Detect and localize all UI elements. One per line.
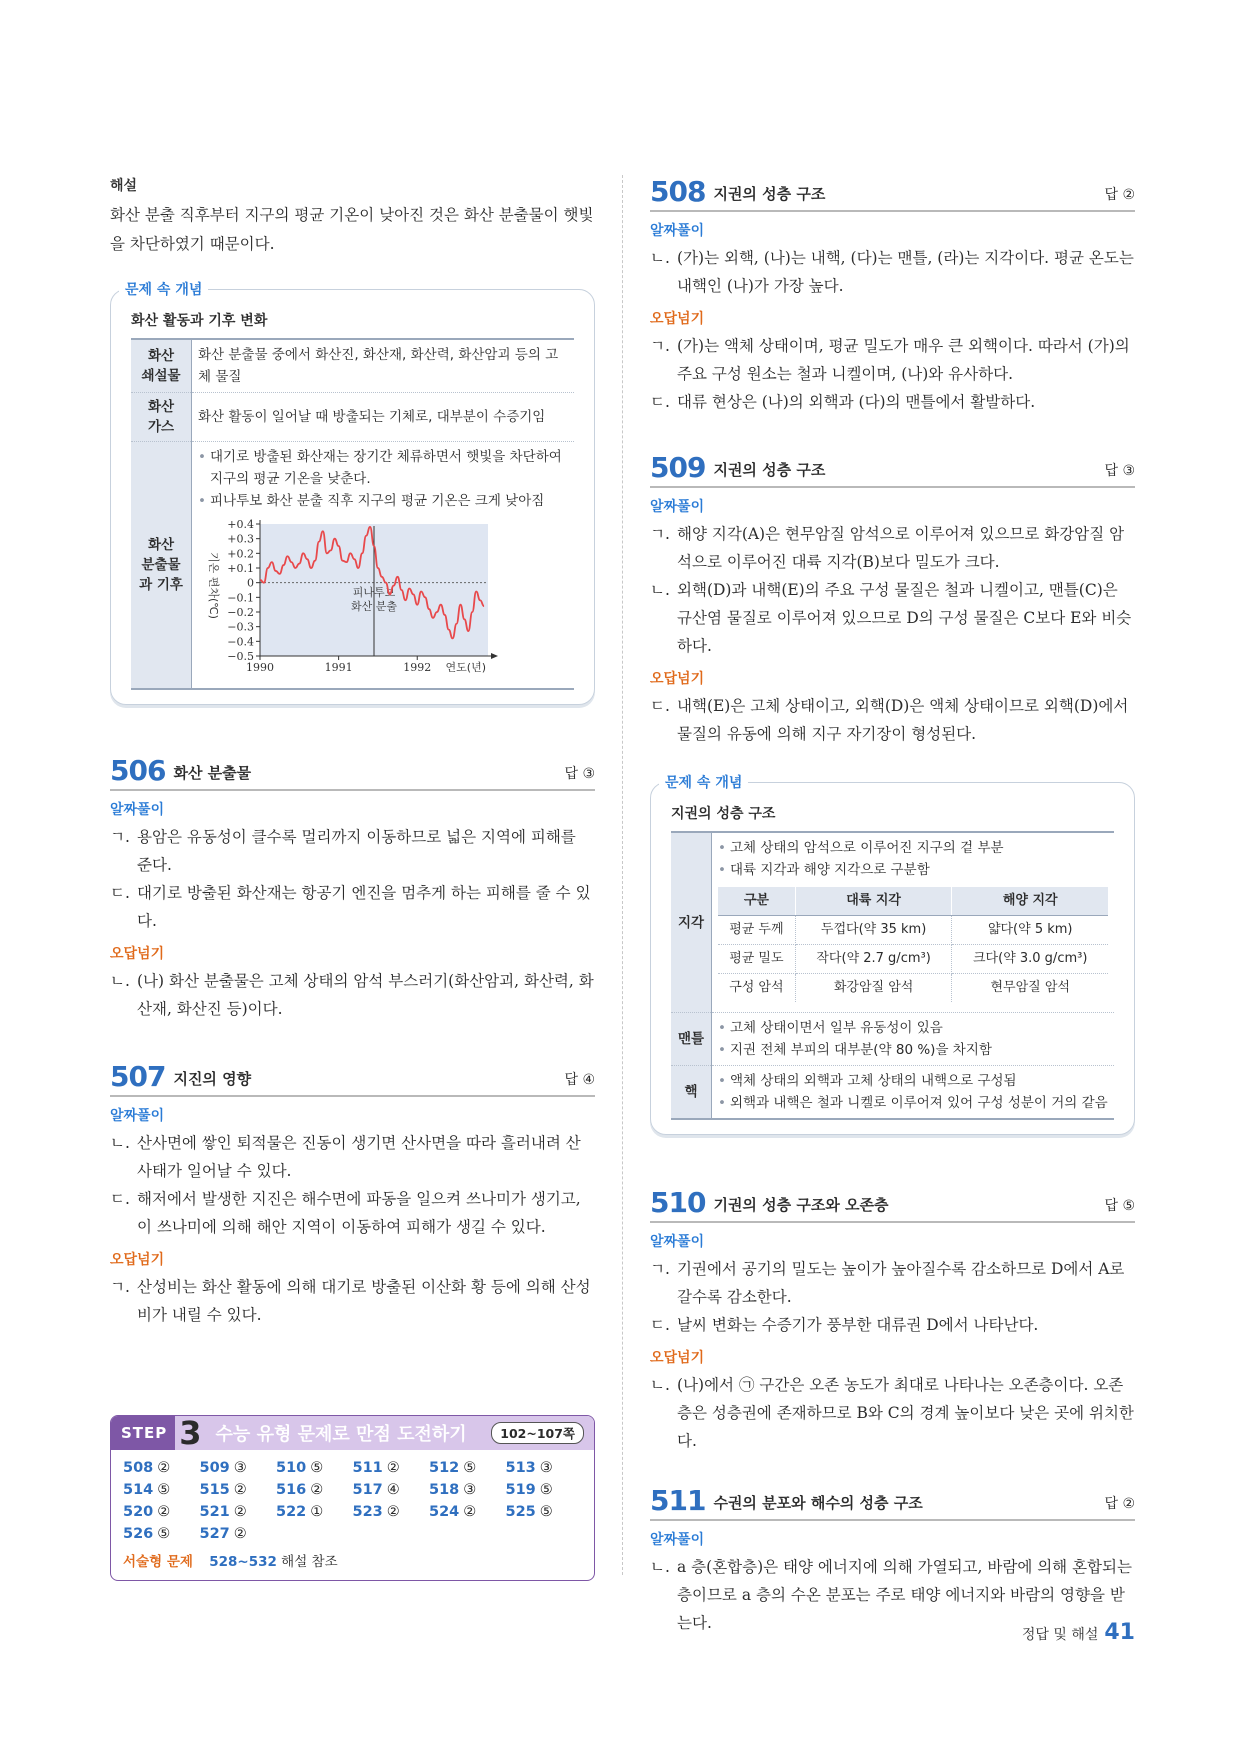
y-axis-label: 기온 편차(℃)	[207, 552, 220, 619]
concept-title: 지권의 성층 구조	[671, 806, 776, 822]
question-header	[650, 1186, 1135, 1223]
question-number: 507	[110, 1060, 166, 1093]
item-text: 용암은 유동성이 클수록 멀리까지 이동하므로 넓은 지역에 피해를 준다.	[137, 828, 576, 874]
essay-ref: 해설 참조	[281, 1554, 338, 1570]
answer-key-item: 517 ④	[352, 1482, 400, 1498]
item-mark: ㄷ.	[110, 884, 130, 902]
answer-key-choice: ⑤	[463, 1460, 477, 1476]
answer-key-choice: ②	[310, 1482, 324, 1498]
item-text: 해저에서 발생한 지진은 해수면에 파동을 일으켜 쓰나미가 생기고, 이 쓰나미에 의해 해안 지역이 이동하여 피해가 생길 수 있다.	[137, 1190, 581, 1236]
left-column	[110, 175, 595, 1581]
answer-key-item: 519 ⑤	[505, 1482, 553, 1498]
row-text: 화산 분출물 중에서 화산진, 화산재, 화산력, 화산암괴 등의 고체 물질	[192, 339, 575, 393]
item-text: 대기로 방출된 화산재는 항공기 엔진을 멈추게 하는 피해를 줄 수 있다.	[137, 884, 591, 930]
answer-key-item: 512 ⑤	[429, 1460, 477, 1476]
answer-key-item: 509 ③	[199, 1460, 247, 1476]
answer-key-choice: ④	[386, 1482, 400, 1498]
answer-key-choice: ②	[157, 1504, 171, 1520]
answer-key-choice: ⑤	[157, 1482, 171, 1498]
question-title: 지권의 성층 구조	[713, 185, 826, 203]
correct-label: 알짜풀이	[110, 1108, 165, 1124]
question-header	[110, 1060, 595, 1097]
wrong-label: 오답넘기	[650, 1350, 705, 1366]
col-header: 해양 지각	[952, 887, 1108, 916]
page-footer	[1022, 1622, 1135, 1644]
row-content	[192, 442, 575, 690]
question-header	[650, 175, 1135, 212]
item-mark: ㄱ.	[650, 1260, 670, 1278]
essay-label: 서술형 문제	[123, 1554, 193, 1570]
wrong-label: 오답넘기	[110, 946, 165, 962]
haeseol-label: 해설	[110, 178, 138, 194]
answer-label: 답 ④	[564, 1072, 595, 1088]
x-tick-label: 1992	[403, 661, 432, 674]
answer-key-item: 516 ②	[276, 1482, 324, 1498]
step-header	[111, 1416, 594, 1450]
y-tick-label: −0.3	[227, 620, 254, 634]
table-cell: 크다(약 3.0 g/cm³)	[952, 945, 1108, 974]
explanation-item	[650, 1255, 1135, 1311]
correct-label: 알짜풀이	[650, 1532, 705, 1548]
question-510	[650, 1186, 1135, 1455]
question-title: 지권의 성층 구조	[713, 461, 826, 479]
explanation-item	[650, 244, 1135, 300]
footer-label: 정답 및 해설	[1021, 1627, 1099, 1643]
answer-key-item: 526 ⑤	[123, 1526, 171, 1542]
item-mark: ㄱ.	[110, 828, 130, 846]
y-tick-label: −0.1	[227, 591, 254, 605]
answer-key-choice: ⑤	[310, 1460, 324, 1476]
row-head: 핵	[671, 1066, 712, 1120]
answer-key-item: 521 ②	[199, 1504, 247, 1520]
answer-label: 답 ⑤	[1104, 1198, 1135, 1214]
col-header: 대륙 지각	[795, 887, 952, 916]
row-head: 맨틀	[671, 1013, 712, 1066]
page-number: 41	[1104, 1620, 1135, 1645]
item-text: (나)에서 ㉠ 구간은 오존 농도가 최대로 나타나는 오존층이다. 오존층은 성층권에 존재하므로 B와 C의 경계 높이보다 낮은 곳에 위치한다.	[677, 1376, 1134, 1450]
item-text: 기권에서 공기의 밀도는 높이가 높아질수록 감소하므로 D에서 A로 갈수록 감소한다.	[677, 1260, 1125, 1306]
essay-row	[111, 1546, 594, 1580]
wrong-label: 오답넘기	[650, 671, 705, 687]
y-tick-label: −0.4	[227, 635, 254, 649]
explanation-item	[110, 823, 595, 879]
bullet: • 피나투보 화산 분출 직후 지구의 평균 기온은 크게 낮아짐	[198, 490, 568, 512]
item-mark: ㄴ.	[650, 249, 670, 267]
col-header: 구분	[718, 887, 795, 916]
item-text: 산성비는 화산 활동에 의해 대기로 방출된 이산화 황 등에 의해 산성비가 내릴 수 있다.	[137, 1278, 591, 1324]
table-cell: 얇다(약 5 km)	[952, 916, 1108, 945]
haeseol-text: 화산 분출 직후부터 지구의 평균 기온이 낮아진 것은 화산 분출물이 햇빛을 차단하였기 때문이다.	[110, 206, 594, 253]
concept-tag: 문제 속 개념	[119, 279, 208, 299]
y-tick-label: −0.2	[227, 606, 254, 619]
correct-label: 알짜풀이	[650, 499, 705, 515]
answer-key-item: 523 ②	[352, 1504, 400, 1520]
question-title: 화산 분출물	[173, 764, 252, 782]
question-title: 수권의 분포와 해수의 성층 구조	[713, 1494, 923, 1512]
answer-key-item: 524 ②	[429, 1504, 477, 1520]
answer-key-item: 508 ②	[123, 1460, 171, 1476]
question-number: 511	[650, 1484, 706, 1517]
question-title: 기권의 성층 구조와 오존층	[713, 1196, 889, 1214]
correct-label: 알짜풀이	[650, 1234, 705, 1250]
item-mark: ㄴ.	[110, 1134, 130, 1152]
question-number: 509	[650, 451, 706, 484]
answer-label: 답 ③	[564, 766, 595, 782]
item-mark: ㄴ.	[650, 1376, 670, 1394]
question-header	[110, 754, 595, 791]
eruption-annotation: 피나투보	[352, 586, 396, 599]
answer-key-item: 515 ②	[199, 1482, 247, 1498]
answer-key-item: 522 ①	[276, 1504, 324, 1520]
item-text: (나) 화산 분출물은 고체 상태의 암석 부스러기(화산암괴, 화산력, 화산재, 화산진 등)이다.	[137, 972, 594, 1018]
bullet: • 고체 상태의 암석으로 이루어진 지구의 겉 부분	[718, 837, 1108, 859]
bullet: • 외핵과 내핵은 철과 니켈로 이루어져 있어 구성 성분이 거의 같음	[718, 1092, 1108, 1114]
table-cell: 평균 두께	[718, 916, 795, 945]
y-tick-label: −0.5	[227, 650, 254, 663]
step-pages: 102~107쪽	[491, 1422, 584, 1444]
question-508	[650, 175, 1135, 416]
item-text: 대류 현상은 (나)의 외핵과 (다)의 맨틀에서 활발하다.	[677, 393, 1036, 411]
item-mark: ㄷ.	[650, 1316, 670, 1334]
answer-key-item: 514 ⑤	[123, 1482, 171, 1498]
item-mark: ㄷ.	[110, 1190, 130, 1208]
answer-key-choice: ②	[233, 1504, 247, 1520]
answer-key-item: 527 ②	[199, 1526, 247, 1542]
answer-key-choice: ③	[539, 1460, 553, 1476]
bullet: • 지권 전체 부피의 대부분(약 80 %)을 차지함	[718, 1039, 1108, 1061]
item-text: 내핵(E)은 고체 상태이고, 외핵(D)은 액체 상태이므로 외핵(D)에서 물질의 유동에 의해 지구 자기장이 형성된다.	[677, 697, 1129, 743]
explanation-item	[650, 1371, 1135, 1455]
y-tick-label: 0	[247, 576, 254, 590]
explanation-item	[650, 520, 1135, 576]
x-axis-label: 연도(년)	[445, 661, 486, 674]
y-tick-label: +0.3	[227, 532, 254, 546]
question-header	[650, 1484, 1135, 1521]
x-axis-arrow	[491, 653, 498, 659]
question-number: 508	[650, 175, 706, 208]
item-text: 산사면에 쌓인 퇴적물은 진동이 생기면 산사면을 따라 흘러내려 산사태가 일어날 수 있다.	[137, 1134, 581, 1180]
item-mark: ㄷ.	[650, 697, 670, 715]
column-divider	[622, 175, 623, 1575]
row-content	[712, 832, 1115, 1013]
explanation-item	[650, 576, 1135, 660]
answer-key-choice: ②	[463, 1504, 477, 1520]
answer-key-item: 525 ⑤	[505, 1504, 553, 1520]
answer-key-choice: ⑤	[157, 1526, 171, 1542]
x-tick-label: 1990	[246, 661, 274, 674]
answer-key-choice: ②	[386, 1504, 400, 1520]
concept-box-geosphere	[650, 775, 1135, 1135]
bullet: • 액체 상태의 외핵과 고체 상태의 내핵으로 구성됨	[718, 1070, 1108, 1092]
bullet: • 대기로 방출된 화산재는 장기간 체류하면서 햇빛을 차단하여 지구의 평균 기온을 낮춘다.	[198, 446, 568, 490]
answer-label: 답 ②	[1104, 187, 1135, 203]
row-text: 화산 활동이 일어날 때 방출되는 기체로, 대부분이 수증기임	[192, 393, 575, 442]
y-tick-label: +0.2	[227, 547, 254, 561]
item-text: 해양 지각(A)은 현무암질 암석으로 이루어져 있으므로 화강암질 암석으로 이루어진 대륙 지각(B)보다 밀도가 크다.	[677, 525, 1125, 571]
concept-tag: 문제 속 개념	[659, 772, 748, 792]
question-506	[110, 754, 595, 1023]
table-cell: 평균 밀도	[718, 945, 795, 974]
concept-table	[131, 338, 574, 690]
table-cell: 작다(약 2.7 g/cm³)	[795, 945, 952, 974]
bullet: • 대륙 지각과 해양 지각으로 구분함	[718, 859, 1108, 881]
table-cell: 구성 암석	[718, 974, 795, 1003]
explanation-item	[110, 1273, 595, 1329]
row-content	[712, 1013, 1115, 1066]
row-head: 화산 가스	[131, 393, 192, 442]
essay-range: 528~532	[209, 1554, 277, 1570]
answer-label: 답 ②	[1104, 1496, 1135, 1512]
question-number: 506	[110, 754, 166, 787]
explanation-item	[650, 388, 1135, 416]
answer-key-choice: ⑤	[539, 1482, 553, 1498]
crust-compare-table	[718, 887, 1108, 1002]
item-text: a 층(혼합층)은 태양 에너지에 의해 가열되고, 바람에 의해 혼합되는 층이므로 a 층의 수온 분포는 주로 태양 에너지와 바람의 영향을 받는다.	[677, 1558, 1132, 1632]
step3-answer-box	[110, 1415, 595, 1581]
explanation-item	[110, 879, 595, 935]
y-tick-label: +0.4	[227, 518, 254, 531]
bullet: • 고체 상태이면서 일부 유동성이 있음	[718, 1017, 1108, 1039]
row-head: 화산 분출물 과 기후	[131, 442, 192, 690]
item-mark: ㄴ.	[110, 972, 130, 990]
answer-key-choice: ⑤	[539, 1504, 553, 1520]
step-title: 수능 유형 문제로 만점 도전하기	[215, 1424, 467, 1445]
row-head: 지각	[671, 832, 712, 1013]
answer-key-item: 513 ③	[505, 1460, 553, 1476]
answer-key-item: 520 ②	[123, 1504, 171, 1520]
correct-label: 알짜풀이	[110, 802, 165, 818]
explanation-item	[110, 967, 595, 1023]
explanation-item	[650, 1311, 1135, 1339]
answer-key-choice: ③	[233, 1460, 247, 1476]
step-number: 3	[179, 1414, 202, 1452]
item-mark: ㄴ.	[650, 581, 670, 599]
y-tick-label: +0.1	[227, 562, 254, 575]
item-text: (가)는 외핵, (나)는 내핵, (다)는 맨틀, (라)는 지각이다. 평균 온도는 내핵인 (나)가 가장 높다.	[677, 249, 1134, 295]
question-509	[650, 451, 1135, 748]
answer-key-choice: ②	[233, 1526, 247, 1542]
answer-key-choice: ①	[310, 1504, 324, 1520]
item-text: 날씨 변화는 수증기가 풍부한 대류권 D에서 나타난다.	[677, 1316, 1039, 1334]
table-cell: 화강암질 암석	[795, 974, 952, 1003]
concept-table	[671, 831, 1114, 1120]
question-number: 510	[650, 1186, 706, 1219]
explanation-item	[110, 1129, 595, 1185]
wrong-label: 오답넘기	[110, 1252, 165, 1268]
item-text: (가)는 액체 상태이며, 평균 밀도가 매우 큰 외핵이다. 따라서 (가)의 주요 구성 원소는 철과 니켈이며, (나)와 유사하다.	[677, 337, 1130, 383]
answer-key-choice: ②	[233, 1482, 247, 1498]
question-511	[650, 1484, 1135, 1637]
answer-key-item: 511 ②	[352, 1460, 400, 1476]
question-507	[110, 1060, 595, 1329]
question-title: 지진의 영향	[173, 1070, 252, 1088]
row-head: 화산 쇄설물	[131, 339, 192, 393]
answer-label: 답 ③	[1104, 463, 1135, 479]
item-mark: ㄱ.	[650, 525, 670, 543]
answer-key-choice: ②	[386, 1460, 400, 1476]
step-word: STEP	[111, 1416, 175, 1450]
wrong-label: 오답넘기	[650, 311, 705, 327]
item-mark: ㄱ.	[110, 1278, 130, 1296]
item-mark: ㄷ.	[650, 393, 670, 411]
answer-key-item: 510 ⑤	[276, 1460, 324, 1476]
concept-title: 화산 활동과 기후 변화	[131, 313, 268, 329]
row-content	[712, 1066, 1115, 1120]
eruption-annotation: 화산 분출	[350, 600, 398, 613]
question-header	[650, 451, 1135, 488]
concept-box-volcano	[110, 282, 595, 705]
table-cell: 두껍다(약 35 km)	[795, 916, 952, 945]
table-cell: 현무암질 암석	[990, 980, 1070, 995]
item-mark: ㄱ.	[650, 337, 670, 355]
explanation-item	[110, 1185, 595, 1241]
temperature-anomaly-chart	[198, 516, 498, 684]
answer-grid	[111, 1450, 594, 1546]
item-text: 외핵(D)과 내핵(E)의 주요 구성 물질은 철과 니켈이고, 맨틀(C)은 규산염 물질로 이루어져 있으므로 D의 구성 물질은 C보다 E와 비슷하다.	[677, 581, 1132, 655]
explanation-item	[650, 692, 1135, 748]
item-mark: ㄴ.	[650, 1558, 670, 1576]
explanation-item	[650, 332, 1135, 388]
x-tick-label: 1991	[324, 661, 353, 674]
answer-key-choice: ②	[157, 1460, 171, 1476]
answer-key-choice: ③	[463, 1482, 477, 1498]
right-column	[650, 175, 1135, 1637]
answer-key-item: 518 ③	[429, 1482, 477, 1498]
correct-label: 알짜풀이	[650, 223, 705, 239]
